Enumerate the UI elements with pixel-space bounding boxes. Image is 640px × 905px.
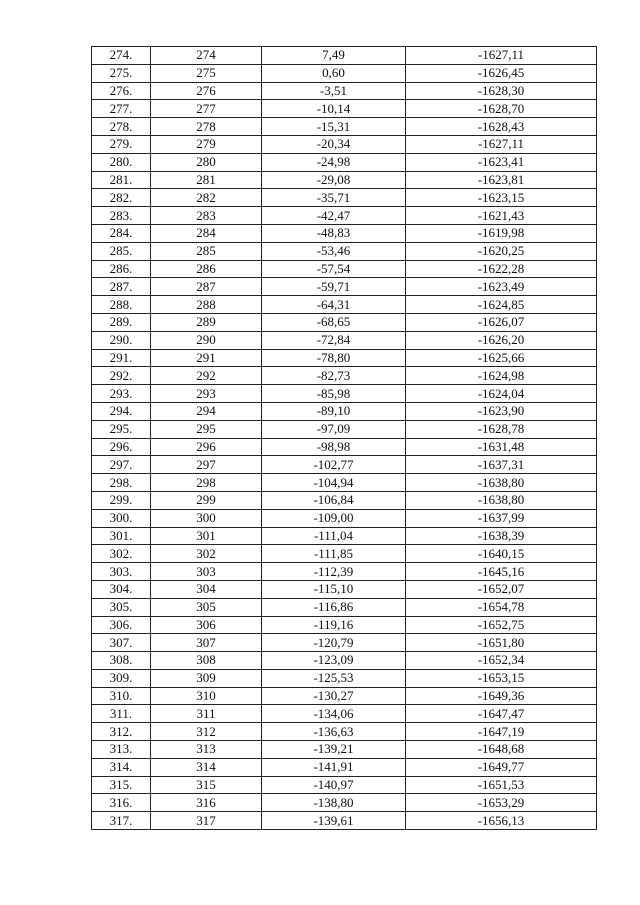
x-coordinate-cell: -112,39 (262, 563, 406, 581)
point-number-cell: 290 (151, 331, 262, 349)
point-number-cell: 283 (151, 207, 262, 225)
table-row (92, 741, 597, 759)
table-row (92, 47, 597, 65)
point-number-cell: 304 (151, 580, 262, 598)
y-coordinate-cell: -1637,99 (406, 509, 597, 527)
point-number-cell: 309 (151, 669, 262, 687)
table-row (92, 812, 597, 830)
table-row (92, 260, 597, 278)
row-number-cell: 290. (92, 331, 151, 349)
x-coordinate-cell: -109,00 (262, 509, 406, 527)
y-coordinate-cell: -1648,68 (406, 741, 597, 759)
table-row (92, 118, 597, 136)
x-coordinate-cell: -125,53 (262, 669, 406, 687)
row-number-cell: 303. (92, 563, 151, 581)
row-number-cell: 299. (92, 491, 151, 509)
point-number-cell: 313 (151, 741, 262, 759)
point-number-cell: 305 (151, 598, 262, 616)
row-number-cell: 295. (92, 420, 151, 438)
y-coordinate-cell: -1627,11 (406, 135, 597, 153)
y-coordinate-cell: -1652,07 (406, 580, 597, 598)
point-number-cell: 315 (151, 776, 262, 794)
x-coordinate-cell: -35,71 (262, 189, 406, 207)
table-row (92, 438, 597, 456)
row-number-cell: 297. (92, 456, 151, 474)
row-number-cell: 302. (92, 545, 151, 563)
row-number-cell: 284. (92, 224, 151, 242)
point-number-cell: 291 (151, 349, 262, 367)
x-coordinate-cell: -116,86 (262, 598, 406, 616)
table-row (92, 153, 597, 171)
x-coordinate-cell: -139,61 (262, 812, 406, 830)
x-coordinate-cell: -136,63 (262, 723, 406, 741)
point-number-cell: 280 (151, 153, 262, 171)
point-number-cell: 296 (151, 438, 262, 456)
row-number-cell: 274. (92, 47, 151, 65)
row-number-cell: 310. (92, 687, 151, 705)
row-number-cell: 301. (92, 527, 151, 545)
y-coordinate-cell: -1623,90 (406, 402, 597, 420)
x-coordinate-cell: -97,09 (262, 420, 406, 438)
table-row (92, 669, 597, 687)
y-coordinate-cell: -1638,80 (406, 491, 597, 509)
y-coordinate-cell: -1638,80 (406, 474, 597, 492)
point-number-cell: 293 (151, 385, 262, 403)
point-number-cell: 287 (151, 278, 262, 296)
y-coordinate-cell: -1622,28 (406, 260, 597, 278)
table-row (92, 652, 597, 670)
row-number-cell: 283. (92, 207, 151, 225)
point-number-cell: 316 (151, 794, 262, 812)
x-coordinate-cell: -139,21 (262, 741, 406, 759)
row-number-cell: 286. (92, 260, 151, 278)
table-row (92, 705, 597, 723)
y-coordinate-cell: -1626,20 (406, 331, 597, 349)
table-row (92, 580, 597, 598)
point-number-cell: 284 (151, 224, 262, 242)
y-coordinate-cell: -1637,31 (406, 456, 597, 474)
row-number-cell: 296. (92, 438, 151, 456)
point-number-cell: 311 (151, 705, 262, 723)
row-number-cell: 277. (92, 100, 151, 118)
y-coordinate-cell: -1626,07 (406, 313, 597, 331)
point-number-cell: 292 (151, 367, 262, 385)
row-number-cell: 278. (92, 118, 151, 136)
y-coordinate-cell: -1628,78 (406, 420, 597, 438)
x-coordinate-cell: -140,97 (262, 776, 406, 794)
y-coordinate-cell: -1652,34 (406, 652, 597, 670)
x-coordinate-cell: -24,98 (262, 153, 406, 171)
y-coordinate-cell: -1623,15 (406, 189, 597, 207)
y-coordinate-cell: -1640,15 (406, 545, 597, 563)
point-number-cell: 289 (151, 313, 262, 331)
row-number-cell: 315. (92, 776, 151, 794)
y-coordinate-cell: -1628,70 (406, 100, 597, 118)
table-row (92, 758, 597, 776)
table-row (92, 296, 597, 314)
table-row (92, 278, 597, 296)
row-number-cell: 317. (92, 812, 151, 830)
table-row (92, 349, 597, 367)
x-coordinate-cell: -42,47 (262, 207, 406, 225)
point-number-cell: 294 (151, 402, 262, 420)
y-coordinate-cell: -1628,30 (406, 82, 597, 100)
point-number-cell: 274 (151, 47, 262, 65)
y-coordinate-cell: -1654,78 (406, 598, 597, 616)
row-number-cell: 280. (92, 153, 151, 171)
row-number-cell: 308. (92, 652, 151, 670)
y-coordinate-cell: -1624,98 (406, 367, 597, 385)
y-coordinate-cell: -1656,13 (406, 812, 597, 830)
table-row (92, 491, 597, 509)
row-number-cell: 313. (92, 741, 151, 759)
x-coordinate-cell: 7,49 (262, 47, 406, 65)
y-coordinate-cell: -1628,43 (406, 118, 597, 136)
table-row (92, 367, 597, 385)
table-row (92, 616, 597, 634)
table-row (92, 527, 597, 545)
table-row (92, 776, 597, 794)
x-coordinate-cell: -85,98 (262, 385, 406, 403)
x-coordinate-cell: -29,08 (262, 171, 406, 189)
table-row (92, 385, 597, 403)
row-number-cell: 305. (92, 598, 151, 616)
y-coordinate-cell: -1623,81 (406, 171, 597, 189)
point-number-cell: 307 (151, 634, 262, 652)
y-coordinate-cell: -1638,39 (406, 527, 597, 545)
table-row (92, 207, 597, 225)
x-coordinate-cell: -57,54 (262, 260, 406, 278)
y-coordinate-cell: -1621,43 (406, 207, 597, 225)
x-coordinate-cell: -82,73 (262, 367, 406, 385)
y-coordinate-cell: -1651,80 (406, 634, 597, 652)
x-coordinate-cell: -134,06 (262, 705, 406, 723)
y-coordinate-cell: -1647,47 (406, 705, 597, 723)
y-coordinate-cell: -1645,16 (406, 563, 597, 581)
y-coordinate-cell: -1620,25 (406, 242, 597, 260)
x-coordinate-cell: -3,51 (262, 82, 406, 100)
table-row (92, 420, 597, 438)
x-coordinate-cell: -20,34 (262, 135, 406, 153)
point-number-cell: 317 (151, 812, 262, 830)
point-number-cell: 301 (151, 527, 262, 545)
row-number-cell: 316. (92, 794, 151, 812)
x-coordinate-cell: -119,16 (262, 616, 406, 634)
x-coordinate-cell: -78,80 (262, 349, 406, 367)
table-row (92, 82, 597, 100)
x-coordinate-cell: -123,09 (262, 652, 406, 670)
y-coordinate-cell: -1623,49 (406, 278, 597, 296)
table-row (92, 474, 597, 492)
table-row (92, 509, 597, 527)
point-number-cell: 295 (151, 420, 262, 438)
point-number-cell: 308 (151, 652, 262, 670)
table-row (92, 242, 597, 260)
y-coordinate-cell: -1649,36 (406, 687, 597, 705)
point-number-cell: 285 (151, 242, 262, 260)
point-number-cell: 297 (151, 456, 262, 474)
row-number-cell: 281. (92, 171, 151, 189)
y-coordinate-cell: -1624,04 (406, 385, 597, 403)
x-coordinate-cell: -89,10 (262, 402, 406, 420)
y-coordinate-cell: -1652,75 (406, 616, 597, 634)
row-number-cell: 312. (92, 723, 151, 741)
y-coordinate-cell: -1625,66 (406, 349, 597, 367)
row-number-cell: 276. (92, 82, 151, 100)
row-number-cell: 285. (92, 242, 151, 260)
row-number-cell: 307. (92, 634, 151, 652)
x-coordinate-cell: -10,14 (262, 100, 406, 118)
table-row (92, 634, 597, 652)
row-number-cell: 309. (92, 669, 151, 687)
table-row (92, 687, 597, 705)
row-number-cell: 294. (92, 402, 151, 420)
point-number-cell: 303 (151, 563, 262, 581)
x-coordinate-cell: -138,80 (262, 794, 406, 812)
row-number-cell: 306. (92, 616, 151, 634)
row-number-cell: 298. (92, 474, 151, 492)
x-coordinate-cell: -115,10 (262, 580, 406, 598)
x-coordinate-cell: 0,60 (262, 64, 406, 82)
point-number-cell: 286 (151, 260, 262, 278)
y-coordinate-cell: -1627,11 (406, 47, 597, 65)
coordinates-table (91, 46, 597, 830)
row-number-cell: 288. (92, 296, 151, 314)
row-number-cell: 289. (92, 313, 151, 331)
x-coordinate-cell: -53,46 (262, 242, 406, 260)
point-number-cell: 279 (151, 135, 262, 153)
y-coordinate-cell: -1626,45 (406, 64, 597, 82)
table-row (92, 100, 597, 118)
table-row (92, 171, 597, 189)
point-number-cell: 314 (151, 758, 262, 776)
point-number-cell: 298 (151, 474, 262, 492)
y-coordinate-cell: -1631,48 (406, 438, 597, 456)
table-row (92, 794, 597, 812)
point-number-cell: 300 (151, 509, 262, 527)
x-coordinate-cell: -98,98 (262, 438, 406, 456)
point-number-cell: 310 (151, 687, 262, 705)
table-row (92, 545, 597, 563)
y-coordinate-cell: -1653,15 (406, 669, 597, 687)
table-row (92, 64, 597, 82)
x-coordinate-cell: -64,31 (262, 296, 406, 314)
y-coordinate-cell: -1653,29 (406, 794, 597, 812)
table-row (92, 313, 597, 331)
row-number-cell: 304. (92, 580, 151, 598)
row-number-cell: 279. (92, 135, 151, 153)
x-coordinate-cell: -102,77 (262, 456, 406, 474)
row-number-cell: 292. (92, 367, 151, 385)
table-row (92, 189, 597, 207)
row-number-cell: 293. (92, 385, 151, 403)
x-coordinate-cell: -104,94 (262, 474, 406, 492)
x-coordinate-cell: -106,84 (262, 491, 406, 509)
x-coordinate-cell: -72,84 (262, 331, 406, 349)
table-row (92, 331, 597, 349)
x-coordinate-cell: -111,04 (262, 527, 406, 545)
y-coordinate-cell: -1619,98 (406, 224, 597, 242)
row-number-cell: 300. (92, 509, 151, 527)
table-row (92, 456, 597, 474)
point-number-cell: 275 (151, 64, 262, 82)
point-number-cell: 277 (151, 100, 262, 118)
x-coordinate-cell: -68,65 (262, 313, 406, 331)
point-number-cell: 288 (151, 296, 262, 314)
y-coordinate-cell: -1647,19 (406, 723, 597, 741)
point-number-cell: 276 (151, 82, 262, 100)
table-row (92, 723, 597, 741)
row-number-cell: 291. (92, 349, 151, 367)
x-coordinate-cell: -59,71 (262, 278, 406, 296)
x-coordinate-cell: -111,85 (262, 545, 406, 563)
row-number-cell: 311. (92, 705, 151, 723)
point-number-cell: 306 (151, 616, 262, 634)
y-coordinate-cell: -1623,41 (406, 153, 597, 171)
row-number-cell: 275. (92, 64, 151, 82)
y-coordinate-cell: -1649,77 (406, 758, 597, 776)
row-number-cell: 314. (92, 758, 151, 776)
x-coordinate-cell: -15,31 (262, 118, 406, 136)
coordinates-table-body (92, 47, 597, 830)
table-row (92, 224, 597, 242)
x-coordinate-cell: -130,27 (262, 687, 406, 705)
x-coordinate-cell: -120,79 (262, 634, 406, 652)
row-number-cell: 287. (92, 278, 151, 296)
x-coordinate-cell: -141,91 (262, 758, 406, 776)
y-coordinate-cell: -1651,53 (406, 776, 597, 794)
y-coordinate-cell: -1624,85 (406, 296, 597, 314)
table-row (92, 135, 597, 153)
table-row (92, 402, 597, 420)
x-coordinate-cell: -48,83 (262, 224, 406, 242)
point-number-cell: 278 (151, 118, 262, 136)
point-number-cell: 281 (151, 171, 262, 189)
point-number-cell: 312 (151, 723, 262, 741)
point-number-cell: 299 (151, 491, 262, 509)
point-number-cell: 302 (151, 545, 262, 563)
row-number-cell: 282. (92, 189, 151, 207)
point-number-cell: 282 (151, 189, 262, 207)
table-row (92, 563, 597, 581)
table-row (92, 598, 597, 616)
